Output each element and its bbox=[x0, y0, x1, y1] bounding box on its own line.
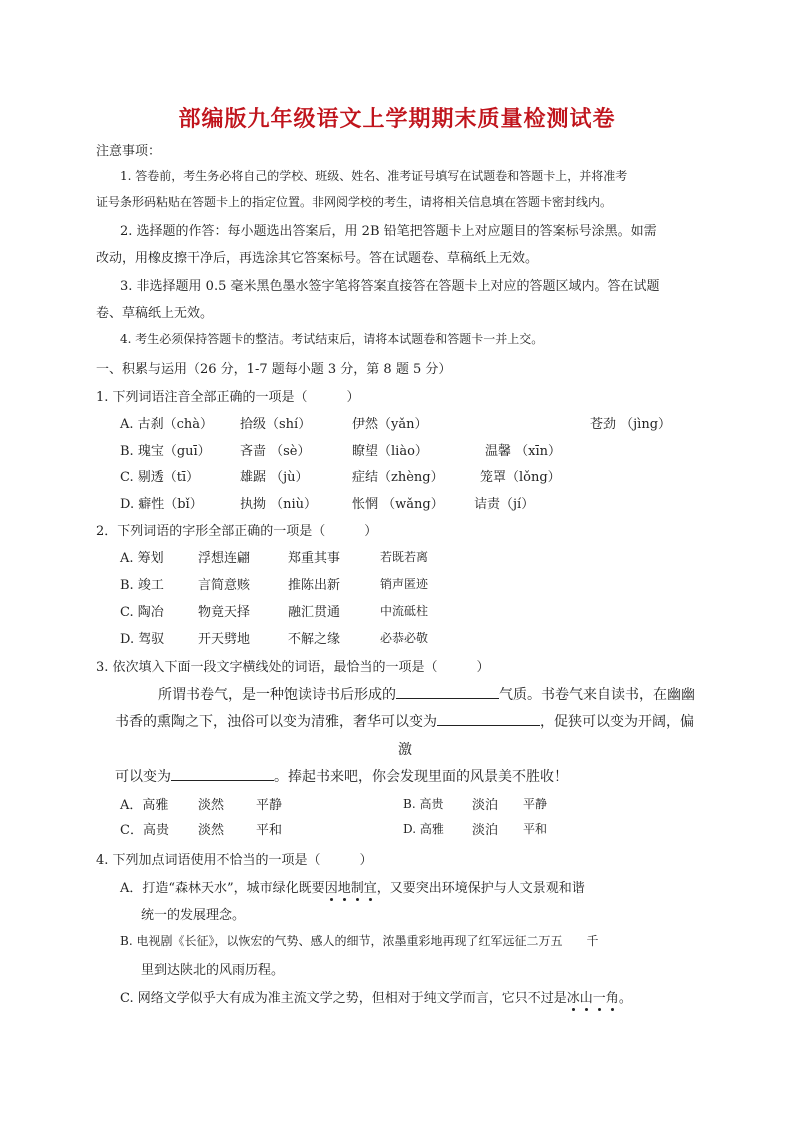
q4-c-dotted-phrase bbox=[567, 991, 619, 1006]
passage-2-text-a: 书香的熏陶之下，浊俗可以变为清雅，奢华可以变为 bbox=[115, 714, 437, 730]
q1-b-item-3: 瞭望（liào） bbox=[352, 444, 428, 459]
q1-c-item-1: C. 剔透（tī） bbox=[120, 470, 200, 485]
q2-b-item-2: 言简意赅 bbox=[198, 578, 251, 593]
q1-a-item-2: 拾级（shí） bbox=[240, 417, 312, 432]
q2-a-item-1: A. 筹划 bbox=[120, 551, 164, 566]
emphasis-dot-char: 一 bbox=[592, 991, 606, 1006]
notice-item-3-line-2: 卷、草稿纸上无效。 bbox=[96, 306, 214, 321]
question-4-stem: 4. 下列加点词语使用不恰当的一项是（ ） bbox=[96, 853, 373, 868]
q3-a-item-1: A．高雅 bbox=[120, 798, 169, 813]
q3-b-item-2: 淡泊 bbox=[472, 798, 499, 813]
q4-option-a-line-2: 统一的发展理念。 bbox=[141, 908, 246, 923]
passage-1-text-b: 气质。书卷气来自读书，在幽幽 bbox=[499, 687, 695, 703]
q3-d-item-2: 淡泊 bbox=[472, 823, 499, 838]
q3-d-item-1: D. 高雅 bbox=[403, 822, 444, 836]
q4-a-text-b: ，又要突出环境保护与人文景观和谐 bbox=[376, 881, 585, 896]
q1-c-item-4: 笼罩（lǒng） bbox=[480, 470, 561, 485]
q2-d-item-3: 不解之缘 bbox=[288, 632, 341, 647]
emphasis-dot-char: 冰 bbox=[566, 991, 580, 1006]
passage-4-text-a: 可以变为 bbox=[115, 769, 171, 785]
emphasis-dot-char: 山 bbox=[579, 991, 593, 1006]
q2-a-item-2: 浮想连翩 bbox=[198, 551, 251, 566]
q1-a-item-1: A. 古刹（chà） bbox=[120, 417, 214, 432]
q2-c-item-4: 中流砥柱 bbox=[380, 604, 429, 618]
q1-a-item-3: 伊然（yǎn） bbox=[352, 417, 428, 432]
question-1-stem: 1. 下列词语注音全部正确的一项是（ ） bbox=[96, 390, 360, 405]
answer-blank-3[interactable] bbox=[171, 766, 274, 781]
notice-item-4: 4. 考生必须保持答题卡的整洁。考试结束后，请将本试题卷和答题卡一并上交。 bbox=[120, 332, 544, 346]
q1-b-item-2: 吝啬 （sè） bbox=[240, 444, 311, 459]
q3-a-item-2: 淡然 bbox=[198, 798, 225, 813]
section-heading: 一、积累与运用（26 分，1-7 题每小题 3 分，第 8 题 5 分） bbox=[96, 362, 452, 377]
q4-option-b-line-1: B. 电视剧《长征》，以恢宏的气势、感人的细节，浓墨重彩地再现了红军远征二万五 千 bbox=[120, 934, 599, 948]
q3-b-item-3: 平静 bbox=[523, 797, 548, 811]
notice-item-3-line-1: 3. 非选择题用 0.5 毫米黑色墨水签字笔将答案直接答在答题卡上对应的答题区域内。答在试题 bbox=[120, 279, 660, 294]
q1-d-item-3: 怅惘 （wǎng） bbox=[352, 497, 444, 512]
q4-a-dotted-phrase bbox=[325, 881, 377, 896]
q1-a-item-4: 苍劲 （jìng） bbox=[590, 417, 672, 432]
q1-c-item-2: 雄踞 （jù） bbox=[240, 470, 309, 485]
notice-item-1-line-2: 证号条形码粘贴在答题卡上的指定位置。非网阅学校的考生，请将相关信息填在答题卡密封线内。 bbox=[96, 195, 613, 209]
emphasis-dot-char: 制 bbox=[350, 881, 364, 896]
emphasis-dot-char: 宜 bbox=[363, 881, 377, 896]
q2-d-item-1: D. 驾驭 bbox=[120, 632, 165, 647]
q2-c-item-2: 物竟天择 bbox=[198, 605, 251, 620]
question-3-stem: 3. 依次填入下面一段文字横线处的词语，最恰当的一项是（ ） bbox=[96, 660, 490, 675]
q3-c-item-3: 平和 bbox=[256, 823, 283, 838]
emphasis-dot-char: 因 bbox=[324, 881, 338, 896]
q4-c-text-a: C. 网络文学似乎大有成为准主流文学之势，但相对于纯文学而言，它只不过是 bbox=[120, 991, 567, 1006]
question-2-stem: 2．下列词语的字形全部正确的一项是（ ） bbox=[96, 524, 378, 539]
q2-d-item-4: 必恭必敬 bbox=[380, 631, 429, 645]
answer-blank-2[interactable] bbox=[437, 711, 540, 726]
notice-heading: 注意事项： bbox=[96, 144, 162, 159]
q3-d-item-3: 平和 bbox=[523, 822, 548, 836]
passage-2-text-b: ，促狭可以变为开阔，偏 bbox=[540, 714, 694, 730]
notice-item-1-line-1: 1. 答卷前，考生务必将自己的学校、班级、姓名、准考证号填写在试题卷和答题卡上，并将准考 bbox=[120, 169, 628, 183]
passage-4-text-b: 。捧起书来吧，你会发现里面的风景美不胜收！ bbox=[274, 769, 568, 785]
q2-d-item-2: 开天劈地 bbox=[198, 632, 251, 647]
emphasis-dot-char: 地 bbox=[337, 881, 351, 896]
q2-b-item-3: 推陈出新 bbox=[288, 578, 341, 593]
q1-c-item-3: 症结（zhèng） bbox=[352, 470, 444, 485]
q1-d-item-2: 执拗 （niù） bbox=[240, 497, 318, 512]
question-3-passage-line-2 bbox=[115, 711, 694, 731]
q2-b-item-1: B. 竣工 bbox=[120, 578, 164, 593]
q2-c-item-3: 融汇贯通 bbox=[288, 605, 341, 620]
question-3-passage-line-4 bbox=[115, 766, 568, 786]
q4-option-c-line-1 bbox=[120, 987, 632, 1006]
q3-a-item-3: 平静 bbox=[256, 798, 283, 813]
q3-c-item-1: C．高贵 bbox=[120, 823, 169, 838]
q4-option-b-line-2: 里到达陕北的风雨历程。 bbox=[141, 963, 285, 978]
q2-a-item-4: 若既若离 bbox=[380, 550, 429, 564]
q1-b-item-1: B. 瑰宝（guī） bbox=[120, 444, 211, 459]
question-3-passage-line-1 bbox=[158, 684, 695, 704]
answer-blank-1[interactable] bbox=[396, 684, 499, 699]
page-title: 部编版九年级语文上学期期末质量检测试卷 bbox=[178, 106, 616, 132]
q4-a-text-a: A．打造“森林天水”，城市绿化既要 bbox=[120, 881, 325, 896]
q4-c-text-b: 。 bbox=[618, 991, 632, 1006]
q4-option-a-line-1 bbox=[120, 877, 585, 896]
q3-c-item-2: 淡然 bbox=[198, 823, 225, 838]
question-3-passage-line-3: 激 bbox=[398, 742, 412, 758]
q2-b-item-4: 销声匿迹 bbox=[380, 577, 429, 591]
notice-item-2-line-1: 2. 选择题的作答：每小题选出答案后，用 2B 铅笔把答题卡上对应题目的答案标号涂黑。如需 bbox=[120, 224, 657, 239]
q3-b-item-1: B. 高贵 bbox=[403, 797, 444, 811]
q2-c-item-1: C. 陶冶 bbox=[120, 605, 164, 620]
q1-d-item-4: 诘责（jí） bbox=[474, 497, 535, 512]
emphasis-dot-char: 角 bbox=[605, 991, 619, 1006]
passage-1-text-a: 所谓书卷气，是一种饱读诗书后形成的 bbox=[158, 687, 396, 703]
q2-a-item-3: 郑重其事 bbox=[288, 551, 341, 566]
notice-item-2-line-2: 改动，用橡皮擦干净后，再选涂其它答案标号。答在试题卷、草稿纸上无效。 bbox=[96, 251, 539, 266]
q1-d-item-1: D. 癖性（bǐ） bbox=[120, 497, 203, 512]
q1-b-item-4: 温馨 （xīn） bbox=[485, 444, 561, 459]
